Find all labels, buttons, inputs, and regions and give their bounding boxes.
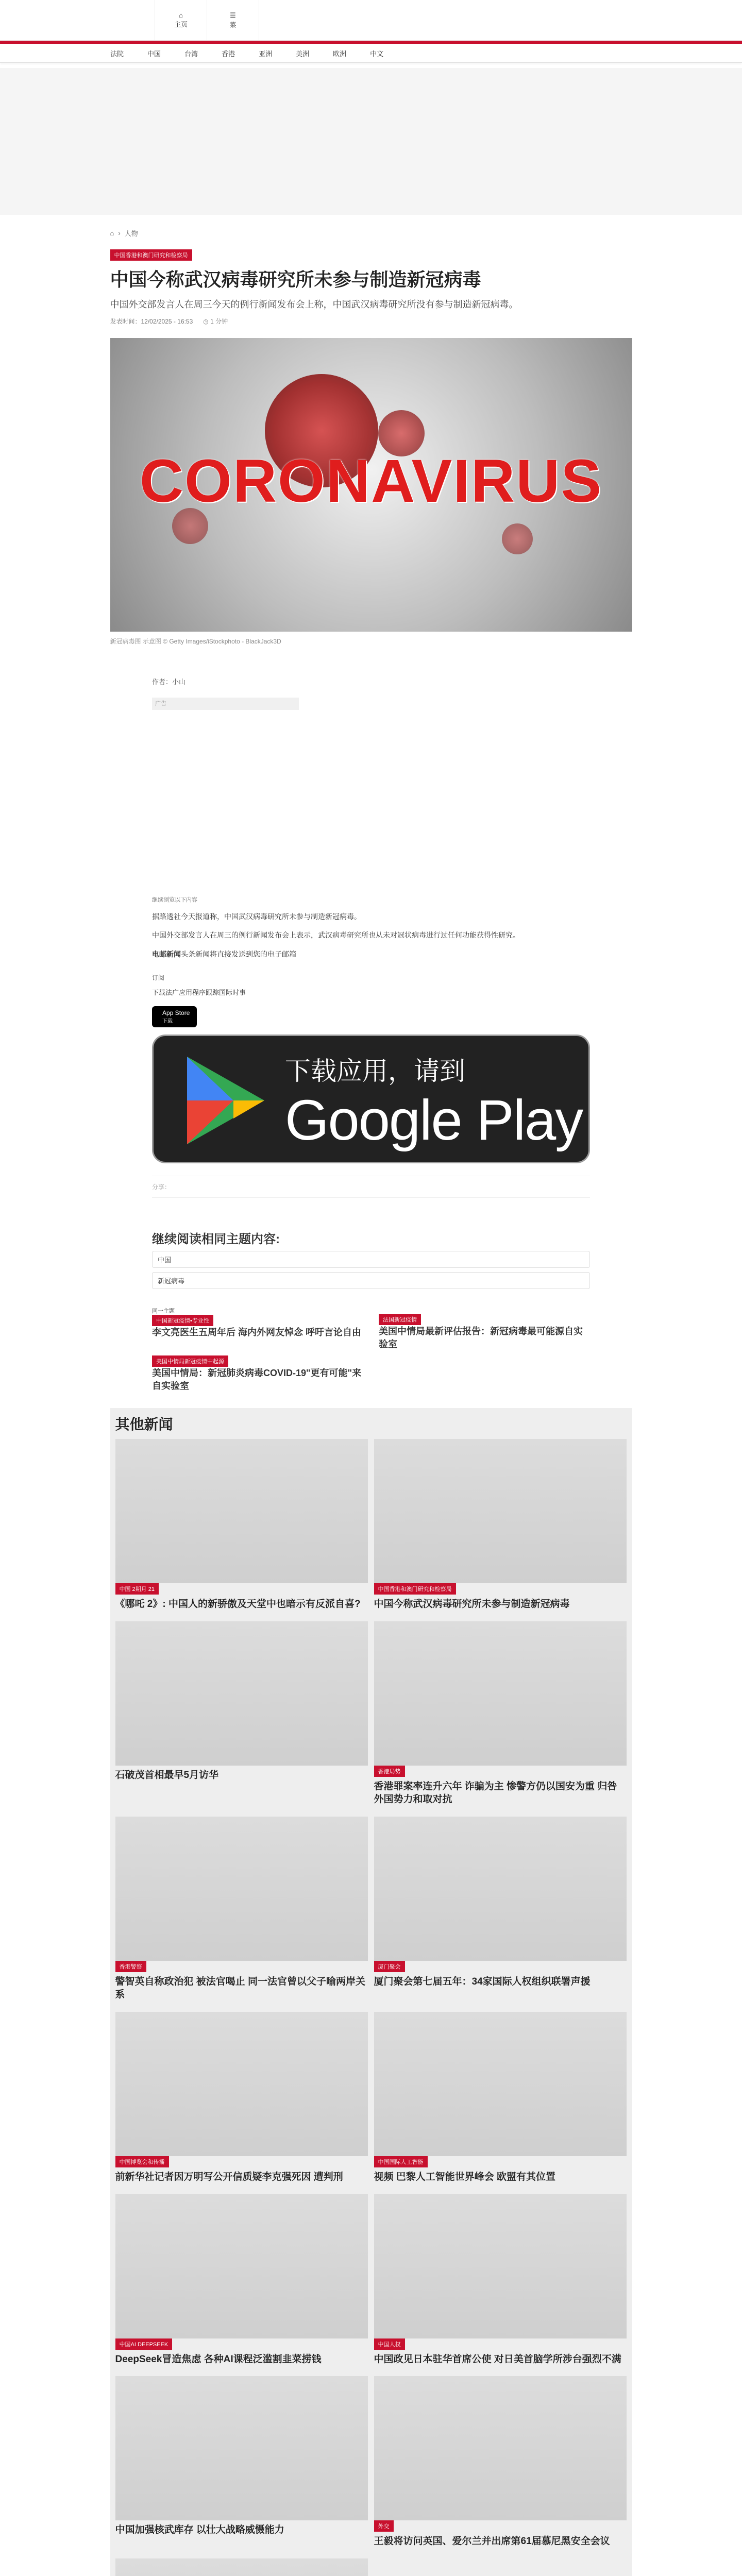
menu-icon: ☰ [230, 11, 236, 19]
news-card[interactable]: 中国 2期月 21 《哪吒 2》: 中国人的新骄傲及天堂中也暗示有反派自喜? [115, 1439, 368, 1611]
nav-item[interactable]: 美洲 [296, 49, 310, 58]
paragraph: 中国外交部发言人在周三的例行新闻发布会上表示，武汉病毒研究所也从未对冠状病毒进行过任何功能获得性研究。 [152, 931, 520, 940]
home-button[interactable]: ⌂ 主页 [155, 0, 207, 40]
topic-chip[interactable]: 新冠病毒 [152, 1272, 590, 1289]
article-tag[interactable]: 中国香港和澳门研究和检察局 [110, 249, 192, 261]
hero-image [110, 338, 632, 632]
nav-item[interactable]: 中国 [147, 49, 161, 58]
home-icon: ⌂ [179, 11, 183, 19]
app-store-button[interactable]: App Store 下载 [152, 1006, 197, 1027]
home-icon[interactable]: ⌂ [110, 229, 114, 237]
paragraph: 据路透社今天报道称，中国武汉病毒研究所未参与制造新冠病毒。 [152, 912, 361, 921]
play-icon [177, 1052, 275, 1149]
news-card[interactable]: 中国人权 中国政见日本驻华首席公使 对日美首脑学所涉台强烈不满 [374, 2194, 627, 2366]
author: 作者：小山 [152, 678, 186, 686]
page-title: 中国今称武汉病毒研究所未参与制造新冠病毒 [110, 269, 481, 290]
nav-item[interactable]: 中文 [370, 49, 384, 58]
nav-item[interactable]: 法院 [110, 49, 124, 58]
related-link[interactable]: 李文亮医生五周年后 海内外网友悼念 呼吁言论自由 [152, 1327, 361, 1338]
continue-label: 继续浏览以下内容 [152, 897, 197, 903]
article-lede: 中国外交部发言人在周三今天的例行新闻发布会上称，中国武汉病毒研究所没有参与制造新冠病毒。 [110, 299, 518, 310]
clock-icon: ◷ [203, 318, 211, 325]
news-card[interactable]: 中国国际人工智能 视频 巴黎人工智能世界峰会 欧盟有其位置 [374, 2012, 627, 2184]
news-card[interactable]: 中国加强核武库存 以壮大战略威慑能力 [115, 2376, 368, 2548]
nav-item[interactable]: 台湾 [184, 49, 198, 58]
section-nav [0, 44, 742, 63]
news-card[interactable]: 中国AI DEEPSEEK DeepSeek冒造焦虑 各种AI课程泛滥割韭菜捞钱 [115, 2194, 368, 2366]
nav-item[interactable]: 亚洲 [259, 49, 273, 58]
google-play-banner[interactable]: 下载应用，请到 Google Play [152, 1035, 590, 1163]
ad-banner [0, 68, 742, 215]
related-link[interactable]: 美国中情局最新评估报告：新冠病毒最可能源自实验室 [379, 1326, 583, 1350]
news-card[interactable]: 香港警察 警智英自称政治犯 被法官喝止 同一法官曾以父子喻两岸关系 [115, 1817, 368, 2002]
news-card[interactable]: 中国博览会和传播 前新华社记者因万明写公开信质疑李克强死因 遭判刑 [115, 2012, 368, 2184]
news-card[interactable]: 外交 王毅将访问英国、爱尔兰并出席第61届慕尼黑安全会议 [374, 2376, 627, 2548]
related-link[interactable]: 美国中情局：新冠肺炎病毒COVID-19"更有可能"来自实验室 [152, 1367, 362, 1391]
menu-button[interactable]: ☰ 菜 [207, 0, 259, 40]
hero-headline: CORONAVIRUS [139, 447, 603, 515]
ad-label: 广告 [152, 698, 299, 710]
news-card[interactable]: 厦门聚会 厦门聚会第七届五年：34家国际人权组织联署声援 [374, 1817, 627, 2002]
news-card[interactable]: 中国香港和澳门研究和检察局 中国今称武汉病毒研究所未参与制造新冠病毒 [374, 1439, 627, 1611]
news-card[interactable]: 石破茂首相最早5月访华 [115, 1621, 368, 1806]
share-bar[interactable]: 分享： [152, 1176, 590, 1198]
top-bar [0, 0, 742, 41]
nav-item[interactable]: 香港 [222, 49, 235, 58]
other-news: 其他新闻 中国 2期月 21 《哪吒 2》: 中国人的新骄傲及天堂中也暗示有反派自喜? 中国香港和澳门研究和检察局 中国今称武汉病毒研究所未参与制造新冠病毒 石破茂首相最早5月访华 香港局势 香港罪案率连升六年 诈骗为主 惨警方仍以国安为重 归咎外国势力和取对抗 香港警察 警智英自称政治犯 被法官喝止 同一法官曾以父子喻两岸关系 厦门聚会 厦门聚会第七届五年：34家国际人权组织联署声援 中国博览会和传播 前新华社记者因万明写公开信质疑李克强死因 遭判刑 中国国际人工智能 视频 巴黎人工智能世界峰会 欧盟有其位置 中国AI DEEPSEEK DeepSeek冒造焦虑 各种AI课程泛滥割韭菜捞钱 中国人权 中国政见日本驻华首席公使 对日美首脑学所涉台强烈不满 中国加强核武库存 以壮大战略威慑能力 外交 王毅将访问英国、爱尔兰并出席第61届慕尼黑安全会议 [110, 1408, 632, 2576]
topic-chip[interactable]: 中国 [152, 1251, 590, 1268]
related-title: 继续阅读相同主题内容: [152, 1232, 280, 1247]
nav-item[interactable]: 欧洲 [333, 49, 347, 58]
newsletter-line: 电邮新闻头条新闻将直接发送到您的电子邮箱 [152, 950, 296, 958]
image-caption: 新冠病毒图 示意图 © Getty Images/iStockphoto - BlackJack3D [110, 638, 281, 645]
news-card[interactable] [115, 2558, 368, 2576]
breadcrumb: ⌂ › 人物 [110, 229, 138, 238]
news-card[interactable]: 香港局势 香港罪案率连升六年 诈骗为主 惨警方仍以国安为重 归咎外国势力和取对抗 [374, 1621, 627, 1806]
article-meta: 发表时间：12/02/2025 - 16:53 ◷ 1 分钟 [110, 318, 228, 325]
